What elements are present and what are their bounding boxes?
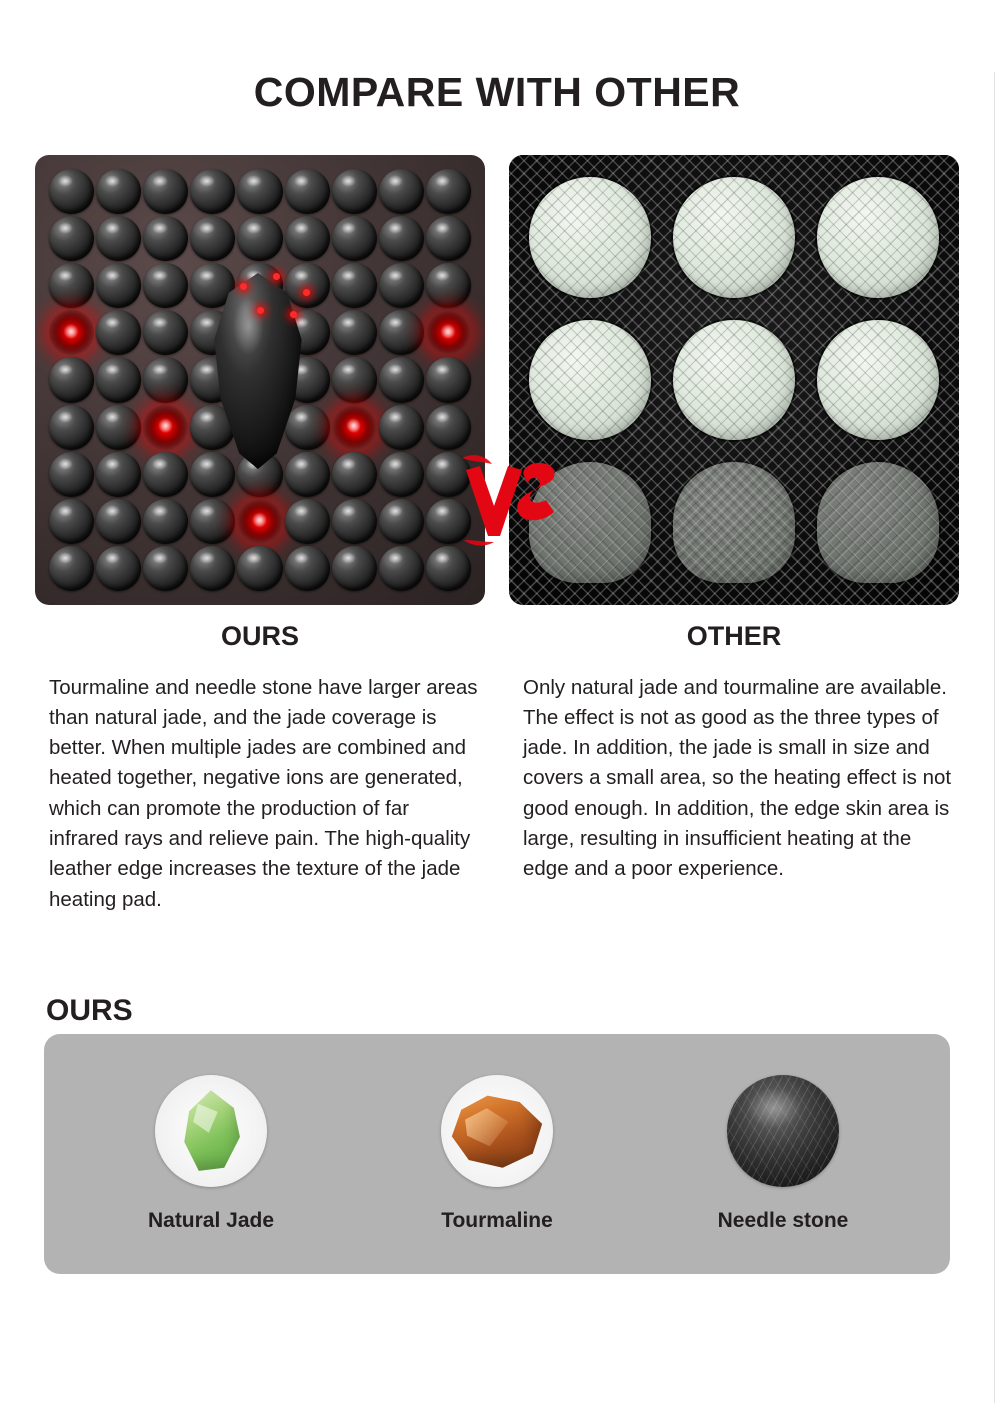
- red-light-indicator: [143, 405, 188, 450]
- jade-disc: [529, 462, 651, 583]
- spark-dot: [303, 289, 310, 296]
- jade-grid: [525, 171, 943, 589]
- material-name: Tourmaline: [441, 1208, 553, 1232]
- jade-disc: [673, 177, 795, 298]
- material-item: [377, 1075, 617, 1233]
- other-product-image: [509, 155, 959, 605]
- jade-disc: [673, 320, 795, 441]
- spark-dot: [290, 311, 297, 318]
- red-light-indicator: [237, 499, 282, 544]
- jade-disc: [817, 462, 939, 583]
- other-description: Only natural jade and tourmaline are available. The effect is not as good as the three types of jade. In addition, the jade is small in size and covers a small area, so the heating effect is not good enough. In addition, the edge skin area is large, resulting in insufficient heating at the edge and a poor experience.: [523, 675, 952, 881]
- spark-dot: [240, 283, 247, 290]
- needle-stone-icon: [727, 1075, 839, 1187]
- material-name: Natural Jade: [147, 1208, 275, 1232]
- material-name: Needle stone: [717, 1208, 849, 1232]
- comparison-panels: [0, 155, 994, 936]
- jade-stone-icon: [155, 1075, 267, 1187]
- ours-pad-graphic: [35, 155, 485, 605]
- jade-disc: [817, 177, 939, 298]
- material-item: [663, 1075, 903, 1233]
- ours-materials-label: OURS: [46, 993, 133, 1027]
- page-title: COMPARE WITH OTHER: [253, 69, 741, 115]
- spark-dot: [257, 307, 264, 314]
- other-panel: [509, 155, 959, 936]
- red-light-indicator: [49, 310, 94, 355]
- other-pad-graphic: [509, 155, 959, 605]
- materials-card: [44, 1034, 950, 1274]
- ours-caption: OURS: [220, 621, 299, 651]
- jade-disc: [817, 320, 939, 441]
- jade-disc: [529, 320, 651, 441]
- ours-materials-section: [0, 994, 994, 1274]
- material-item: [91, 1075, 331, 1233]
- red-light-indicator: [426, 310, 471, 355]
- tourmaline-stone-icon: [441, 1075, 553, 1187]
- ours-panel: [35, 155, 485, 936]
- red-light-indicator: [332, 405, 377, 450]
- page-scrollbar[interactable]: [994, 72, 1000, 1403]
- ours-description: Tourmaline and needle stone have larger areas than natural jade, and the jade coverage is better. When multiple jades are combined and heated together, negative ions are generated, which can promote the production of far infrared rays and relieve pain. The high-quality leather edge increases the texture of the jade heating pad.: [49, 675, 478, 911]
- jade-disc: [673, 462, 795, 583]
- spark-dot: [273, 273, 280, 280]
- ours-product-image: [35, 155, 485, 605]
- jade-disc: [529, 177, 651, 298]
- other-caption: OTHER: [686, 621, 782, 651]
- comparison-infographic-page: [0, 69, 994, 1274]
